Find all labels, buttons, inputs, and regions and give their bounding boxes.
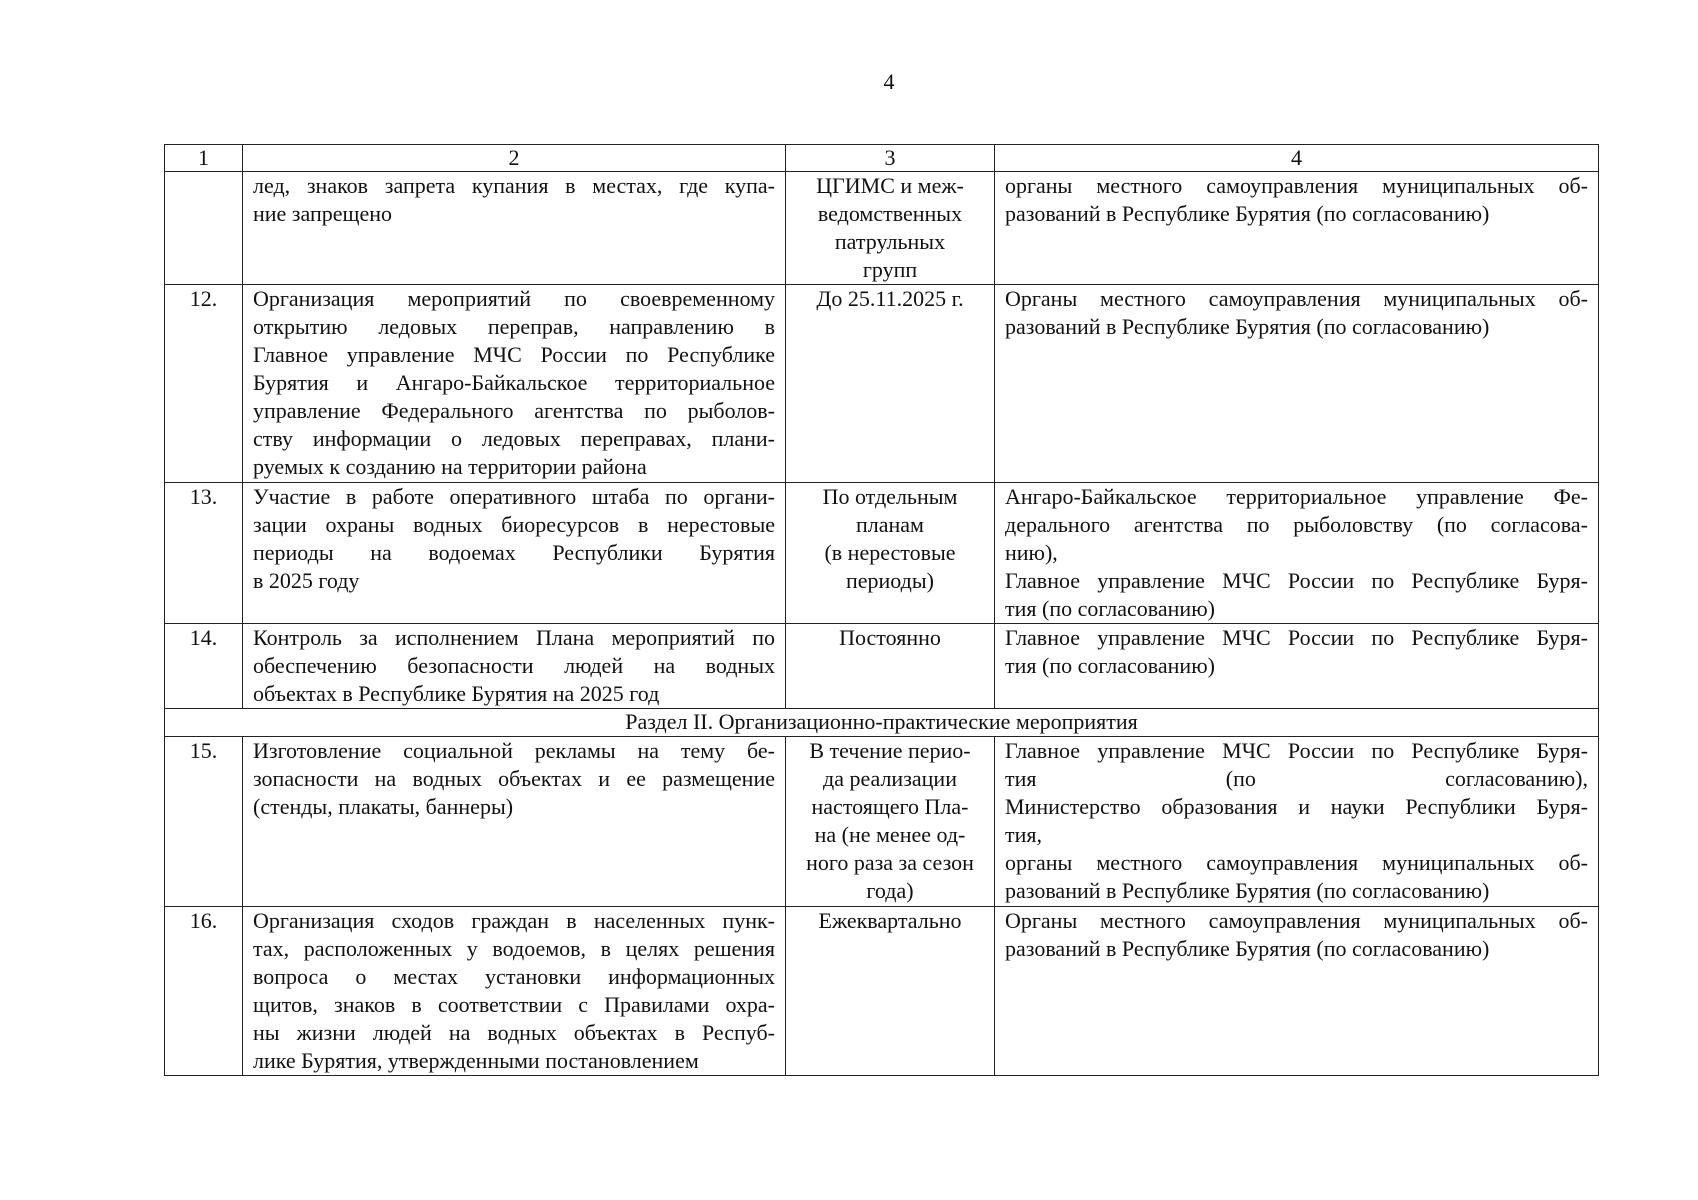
activity-name-line: Участие в работе оперативного штаба по органи- [253, 484, 775, 509]
deadline-line: ного раза за сезон [806, 850, 974, 875]
responsible [995, 737, 1599, 907]
deadline [786, 483, 995, 624]
deadline-line: ЦГИМС и меж- [816, 173, 964, 198]
deadline-line: До 25.11.2025 г. [816, 286, 964, 311]
activity-name-line: Организация сходов граждан в населенных пунк- [253, 908, 775, 933]
responsible [995, 907, 1599, 1076]
deadline-line: периоды) [846, 568, 934, 593]
activity-name [243, 172, 786, 285]
deadline-line: (в нерестовые [824, 540, 956, 565]
row-number: 15. [165, 737, 243, 907]
deadline [786, 285, 995, 483]
activity-name [243, 737, 786, 907]
plan-table-body [165, 145, 1599, 1076]
table-row [165, 483, 1599, 624]
section-row [165, 709, 1599, 737]
activity-name-line: вопроса о местах установки информационных [253, 964, 775, 989]
activity-name-line: щитов, знаков в соответствии с Правилами охра- [253, 992, 775, 1017]
plan-table [164, 144, 1599, 1076]
activity-name-line: (стенды, плакаты, баннеры) [253, 794, 514, 819]
row-number: 13. [165, 483, 243, 624]
activity-name-line: Главное управление МЧС России по Республике [253, 342, 775, 367]
header-cell-1: 1 [165, 145, 243, 172]
deadline-line: ведомственных [817, 201, 963, 226]
responsible [995, 483, 1599, 624]
responsible-line: разований в Республике Бурятия (по согласованию) [1005, 936, 1490, 961]
table-row [165, 624, 1599, 709]
responsible [995, 624, 1599, 709]
activity-name-line: ны жизни людей на водных объектах в Респуб- [253, 1020, 775, 1045]
activity-name-line: лед, знаков запрета купания в местах, где купа- [253, 173, 775, 198]
deadline-line: патрульных [834, 229, 946, 254]
table-row [165, 737, 1599, 907]
responsible-line: тия (по согласованию) [1005, 653, 1215, 678]
deadline-line: года) [866, 878, 914, 903]
responsible-line: разований в Республике Бурятия (по согласованию) [1005, 878, 1490, 903]
responsible-line: тия (по согласованию) [1005, 596, 1215, 621]
deadline-line: настоящего Пла- [811, 794, 969, 819]
responsible-line: Главное управление МЧС России по Республике Буря- [1005, 738, 1588, 763]
activity-name-line: Изготовление социальной рекламы на тему бе- [253, 738, 775, 763]
responsible-line: нию), [1005, 540, 1058, 565]
deadline [786, 907, 995, 1076]
row-number [165, 172, 243, 285]
responsible-line: органы местного самоуправления муниципальных об- [1005, 850, 1588, 875]
row-number: 14. [165, 624, 243, 709]
deadline-line: планам [856, 512, 924, 537]
activity-name [243, 624, 786, 709]
deadline [786, 624, 995, 709]
deadline-line: Ежеквартально [818, 908, 962, 933]
deadline-line: По отдельным [822, 484, 958, 509]
responsible-line: Органы местного самоуправления муниципальных об- [1005, 908, 1588, 933]
section-title: Раздел II. Организационно-практические мероприятия [165, 709, 1599, 737]
header-cell-2: 2 [243, 145, 786, 172]
deadline-line: на (не менее од- [814, 822, 966, 847]
responsible-line: разований в Республике Бурятия (по согласованию) [1005, 314, 1490, 339]
activity-name-line: тах, расположенных у водоемов, в целях решения [253, 936, 775, 961]
header-cell-3: 3 [786, 145, 995, 172]
table-row [165, 285, 1599, 483]
table-row [165, 907, 1599, 1076]
deadline [786, 172, 995, 285]
activity-name-line: в 2025 году [253, 568, 360, 593]
activity-name [243, 483, 786, 624]
responsible-line: Ангаро-Байкальское территориальное управление Фе- [1005, 484, 1588, 509]
responsible-line: Министерство образования и науки Республики Буря- [1005, 794, 1588, 819]
deadline-line: Постоянно [839, 625, 941, 650]
responsible-line: органы местного самоуправления муниципальных об- [1005, 173, 1588, 198]
activity-name-line: зопасности на водных объектах и ее размещение [253, 766, 775, 791]
responsible-line: тия, [1005, 822, 1043, 847]
activity-name-line: управление Федерального агентства по рыболов- [253, 398, 775, 423]
activity-name-line: Организация мероприятий по своевременному [253, 286, 775, 311]
deadline [786, 737, 995, 907]
table-row [165, 172, 1599, 285]
activity-name-line: Бурятия и Ангаро-Байкальское территориальное [253, 370, 775, 395]
header-row [165, 145, 1599, 172]
activity-name-line: лике Бурятия, утвержденными постановлением [253, 1048, 699, 1073]
responsible-line: тия (по согласованию), [1005, 766, 1588, 791]
row-number: 12. [165, 285, 243, 483]
activity-name-line: обеспечению безопасности людей на водных [253, 653, 775, 678]
activity-name-line: руемых к созданию на территории района [253, 454, 647, 479]
responsible-line: Главное управление МЧС России по Республике Буря- [1005, 568, 1588, 593]
activity-name-line: Контроль за исполнением Плана мероприятий по [253, 625, 775, 650]
responsible-line: разований в Республике Бурятия (по согласованию) [1005, 201, 1490, 226]
activity-name [243, 907, 786, 1076]
responsible-line: Главное управление МЧС России по Республике Буря- [1005, 625, 1588, 650]
deadline-line: да реализации [823, 766, 957, 791]
responsible [995, 285, 1599, 483]
activity-name-line: периоды на водоемах Республики Бурятия [253, 540, 775, 565]
responsible [995, 172, 1599, 285]
activity-name-line: открытию ледовых переправ, направлению в [253, 314, 775, 339]
activity-name-line: ние запрещено [253, 201, 392, 226]
page-number: 4 [883, 69, 895, 94]
responsible-line: дерального агентства по рыболовству (по согласова- [1005, 512, 1588, 537]
activity-name [243, 285, 786, 483]
activity-name-line: зации охраны водных биоресурсов в нерестовые [253, 512, 775, 537]
responsible-line: Органы местного самоуправления муниципальных об- [1005, 286, 1588, 311]
header-cell-4: 4 [995, 145, 1599, 172]
activity-name-line: объектах в Республике Бурятия на 2025 год [253, 681, 660, 706]
row-number: 16. [165, 907, 243, 1076]
deadline-line: В течение перио- [809, 738, 971, 763]
deadline-line: групп [862, 257, 918, 282]
activity-name-line: ству информации о ледовых переправах, плани- [253, 426, 775, 451]
